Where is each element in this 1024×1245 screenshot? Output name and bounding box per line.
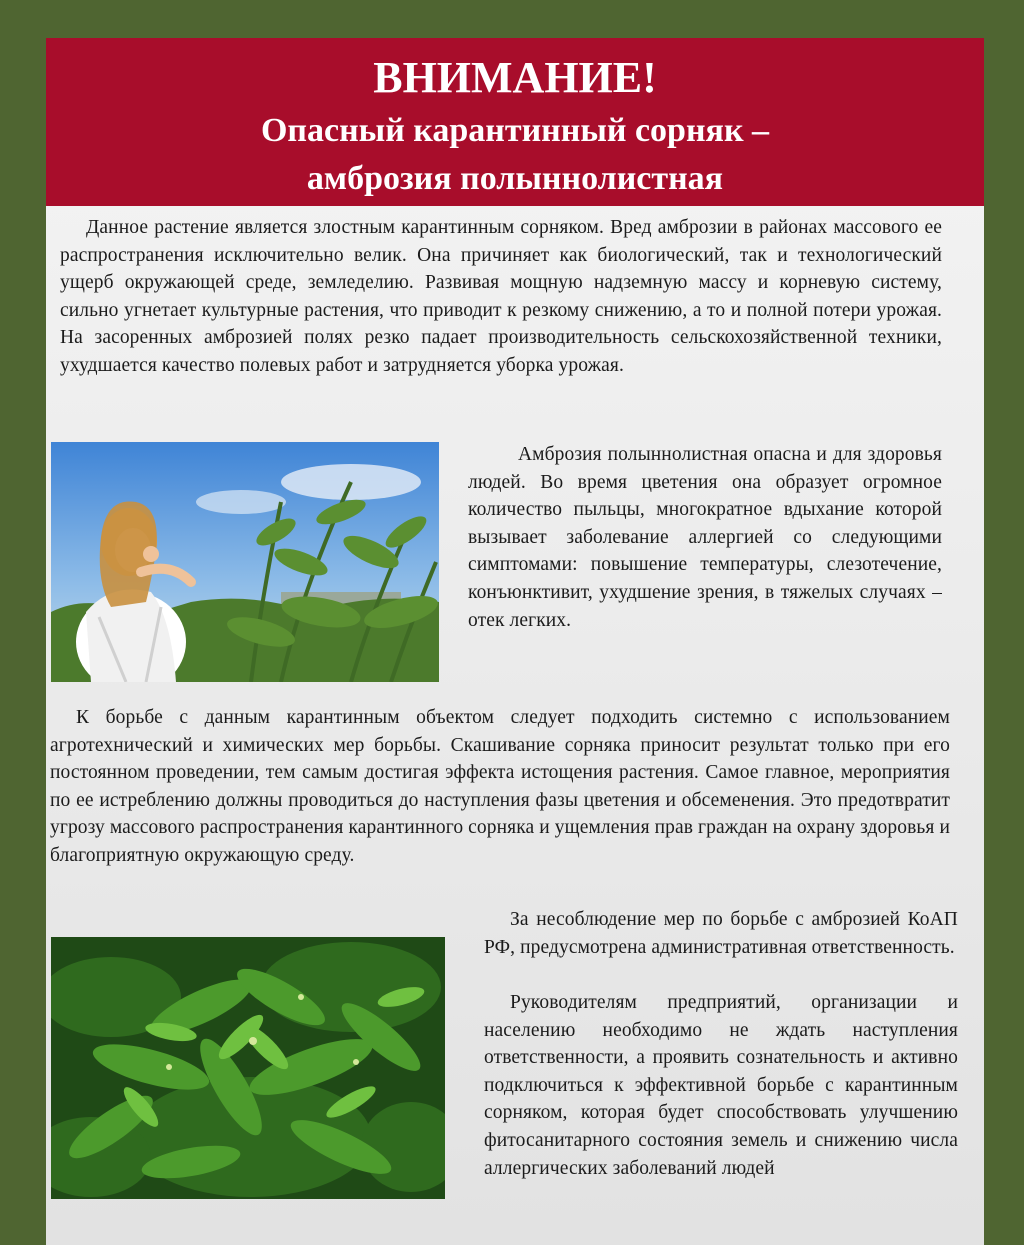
header-banner — [46, 38, 984, 206]
photo-ragweed-plant-image — [51, 937, 445, 1199]
paragraph-appeal: Руководителям предприятий, организации и населению необходимо не ждать наступления ответственности, а проявить сознательность и активно подключиться к эффективной борьбе с карантинным сорняком, которая будет способствовать улучшению фитосанитарного состояния земель и снижению числа аллергических заболеваний людей — [484, 992, 958, 1179]
subtitle-line-1: Опасный карантинный сорняк – — [260, 112, 770, 149]
photo-woman-with-ragweed-image — [51, 442, 439, 682]
subtitle-line-2: амброзия полыннолистная — [306, 160, 724, 197]
paragraph-health: Амброзия полыннолистная опасна и для здоровья людей. Во время цветения она образует огромное количество пыльцы, многократное вдыхание которой вызывает заболевание аллергией со следующими симптомами: повышение температуры, слезотечение, конъюнктивит, ухудшение зрения, в тяжелых случаях – отек легких. — [468, 444, 942, 631]
paragraph-harm: Данное растение является злостным карантинным сорняком. Вред амброзии в районах массового ее распространения исключительно велик. Она причиняет как биологический, так и технологический ущерб окружающей среде, земледелию. Развивая мощную надземную массу и корневую систему, сильно угнетает культурные растения, что приводит к резкому снижению, а то и полной потери урожая. На засоренных амброзией полях резко падает производительность сельскохозяйственной техники, ухудшается качество полевых работ и затрудняется уборка урожая. — [60, 217, 942, 376]
paragraph-liability: За несоблюдение мер по борьбе с амброзией КоАП РФ, предусмотрена административная ответственность. — [484, 909, 958, 958]
poster — [46, 38, 984, 1245]
paragraph-control: К борьбе с данным карантинным объектом следует подходить системно с использованием агротехнический и химических мер борьбы. Скашивание сорняка приносит результат только при его постоянном проведении, тем самым достигая эффекта истощения растения. Самое главное, мероприятия по ее истреблению должны проводиться до наступления фазы цветения и обсеменения. Это предотвратит угрозу массового распространения карантинного сорняка и ущемления прав граждан на охрану здоровья и благоприятную окружающую среду. — [50, 707, 950, 866]
page-title: ВНИМАНИЕ! — [373, 53, 657, 102]
photo-woman-with-ragweed — [51, 442, 439, 682]
photo-ragweed-plant — [51, 937, 445, 1199]
